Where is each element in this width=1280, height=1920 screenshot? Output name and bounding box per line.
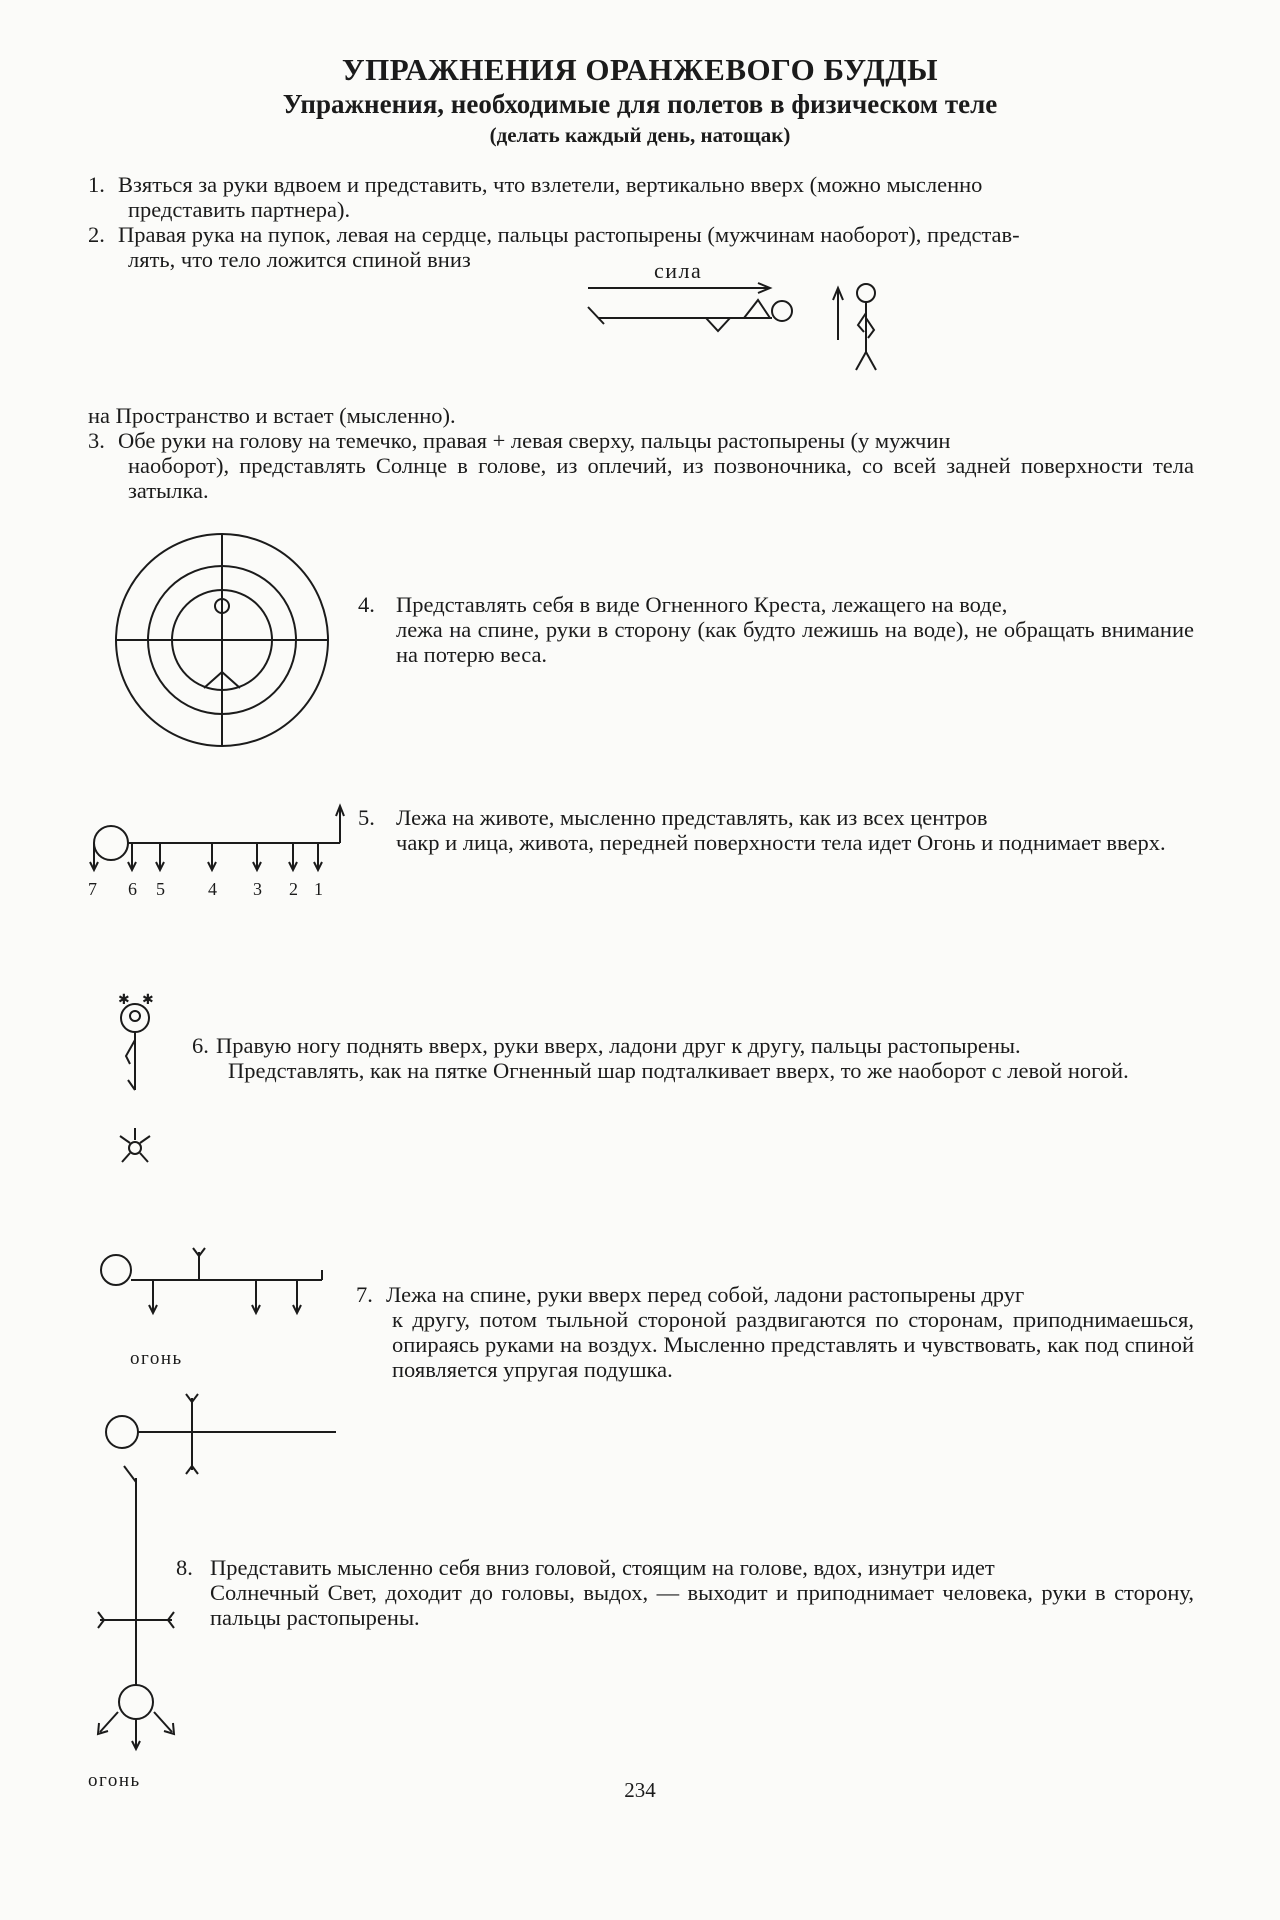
fire-label: огонь (88, 1770, 141, 1791)
exercise-text-cont: лежа на спине, руки в сторону (как будто лежишь на воде), не обращать внимание на потерю веса. (396, 617, 1194, 667)
force-label: сила (654, 258, 703, 283)
exercise-text-cont: чакр и лица, живота, передней поверхности тела идет Огонь и поднимает вверх. (396, 830, 1166, 855)
chakra-number: 1 (314, 879, 323, 899)
page-note: (делать каждый день, натощак) (489, 123, 791, 147)
chakra-number: 2 (289, 879, 298, 899)
exercise-text-cont: представить партнера). (128, 197, 351, 222)
exercise-text-line: Лежа на животе, мысленно представлять, как из всех центров (396, 805, 988, 830)
exercise-number: 7. (356, 1282, 373, 1307)
exercise-text-line: Правая рука на пупок, левая на сердце, пальцы растопырены (мужчинам наоборот), представ- (118, 222, 1020, 247)
svg-text:✱: ✱ (118, 993, 130, 1008)
svg-text:✱: ✱ (142, 993, 154, 1008)
exercise-text-line: Взяться за руки вдвоем и представить, что взлетели, вертикально вверх (можно мысленно (118, 172, 983, 197)
chakra-number: 6 (128, 879, 137, 899)
exercise-number: 5. (358, 805, 375, 830)
exercise-text-line: Представлять себя в виде Огненного Креста, лежащего на воде, (396, 592, 1008, 617)
exercise-text-cont: наоборот), представлять Солнце в голове, из оплечий, из позвоночника, со всей задней поверхности тела затылка. (128, 453, 1194, 503)
exercise-text-line: Лежа на спине, руки вверх перед собой, ладони растопырены друг (386, 1282, 1025, 1307)
chakra-number: 4 (208, 879, 217, 899)
chakra-number: 7 (88, 879, 97, 899)
exercise-number: 2. (88, 222, 105, 247)
chakra-number: 3 (253, 879, 262, 899)
exercise-number: 8. (176, 1555, 193, 1580)
exercise-number: 3. (88, 428, 105, 453)
exercise-text-cont: лять, что тело ложится спиной вниз (128, 247, 471, 272)
page-title: УПРАЖНЕНИЯ ОРАНЖЕВОГО БУДДЫ (341, 52, 939, 87)
exercise-number: 6. (192, 1033, 209, 1058)
exercise-number: 4. (358, 592, 375, 617)
chakra-number: 5 (156, 879, 165, 899)
page-subtitle: Упражнения, необходимые для полетов в физическом теле (282, 89, 998, 119)
fire-label: огонь (130, 1348, 183, 1369)
exercise-text-line: Представить мысленно себя вниз головой, стоящим на голове, вдох, изнутри идет (210, 1555, 995, 1580)
exercise-text-cont: к другу, потом тыльной стороной раздвигаются по сторонам, приподнимаешься, опираясь руками на воздух. Мысленно представлять и чувствовать, как под спиной появляется упругая подушка. (392, 1307, 1194, 1382)
exercise-8 (176, 1555, 1194, 1630)
exercise-text-cont: Солнечный Свет, доходит до головы, выдох, — выходит и приподнимает человека, руки в сторону, пальцы растопырены. (210, 1580, 1194, 1630)
exercise-text-line: на Пространство и встает (мысленно). (88, 403, 456, 428)
exercise-text-line: Обе руки на голову на темечко, правая + левая сверху, пальцы растопырены (у мужчин (118, 428, 951, 453)
page-number: 234 (624, 1778, 656, 1802)
exercise-number: 1. (88, 172, 105, 197)
exercise-text-cont: Представлять, как на пятке Огненный шар подталкивает вверх, то же наоборот с левой ногой. (228, 1058, 1129, 1083)
exercise-text-line: Правую ногу поднять вверх, руки вверх, ладони друг к другу, пальцы растопырены. (216, 1033, 1021, 1058)
